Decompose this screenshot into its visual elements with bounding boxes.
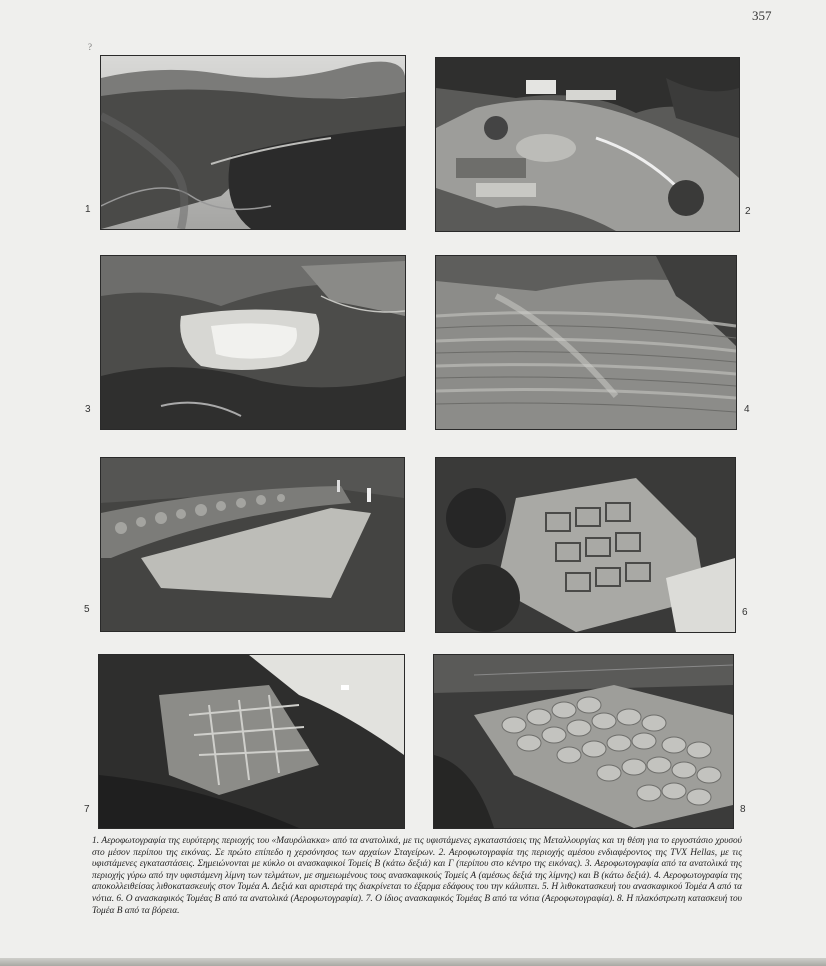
figure-number-2: 2 [745, 206, 751, 217]
figure-number-4: 4 [744, 404, 750, 415]
figure-number-6: 6 [742, 607, 748, 618]
photo-6-excavation-grid [435, 457, 736, 633]
figure-number-8: 8 [740, 804, 746, 815]
photo-7-sector-overhead [98, 654, 405, 829]
figure-number-3: 3 [85, 404, 91, 415]
figure-number-1: 1 [85, 204, 91, 215]
photo-1-aerial-bay [100, 55, 406, 230]
photo-2-aerial-facilities [435, 57, 740, 232]
figure-caption: 1. Αεροφωτογραφία της ευρύτερης περιοχής του «Μαυρόλακκα» από τα ανατολικά, με τις υφιστάμενες εγκαταστάσεις της Μεταλλουργίας και τη θέση για το εργοστάσιο χρυσού στο μέσον περίπου της εικόνας. Σε πρώτο επίπεδο η χερσόνησος των αρχαίων Σταγείρων. 2. Αεροφωτογραφία της περιοχής αμέσου ενδιαφέροντος της TVX Hellas, με τις υφιστάμενες εγκαταστάσεις. Σημειώνονται με κύκλο οι ανασκαφικοί Τομείς Β (κάτω δεξιά) και Γ (περίπου στο κέντρο της εικόνας). 3. Αεροφωτογραφία από τα ανατολικά της περιοχής γύρω από την υφιστάμενη λίμνη των τελμάτων, με σημειωμένους τους ανασκαφικούς Τομείς Α (αμέσως δεξιά της λίμνης) και Β (κάτω δεξιά). 4. Αεροφωτογραφία της αποκολλειθείσας λιθοκατασκευής στον Τομέα Α. Δεξιά και αριστερά της διακρίνεται το έξαρμα εδάφους του την κάλυπτει. 5. Η λιθοκατασκευή του ανασκαφικού Τομέα Α από τα νότια. 6. Ο ανασκαφικός Τομέας Β από τα ανατολικά (Αεροφωτογραφία). 7. Ο ίδιος ανασκαφικός Τομέας Β από τα νότια (Αεροφωτογραφία). 8. Η πλακόστρωτη κατασκευή του Τομέα Β από τα βόρεια. [92, 836, 742, 916]
page-bottom-edge [0, 958, 826, 966]
page-number: 357 [752, 8, 772, 23]
photo-4-terraced-hillside [435, 255, 737, 430]
photo-5-stone-wall [100, 457, 405, 632]
photo-3-aerial-tailings-lake [100, 255, 406, 430]
figure-number-5: 5 [84, 604, 90, 615]
figure-number-7: 7 [84, 804, 90, 815]
photo-8-paved-structure [433, 654, 734, 829]
stray-mark: ? [88, 42, 92, 52]
